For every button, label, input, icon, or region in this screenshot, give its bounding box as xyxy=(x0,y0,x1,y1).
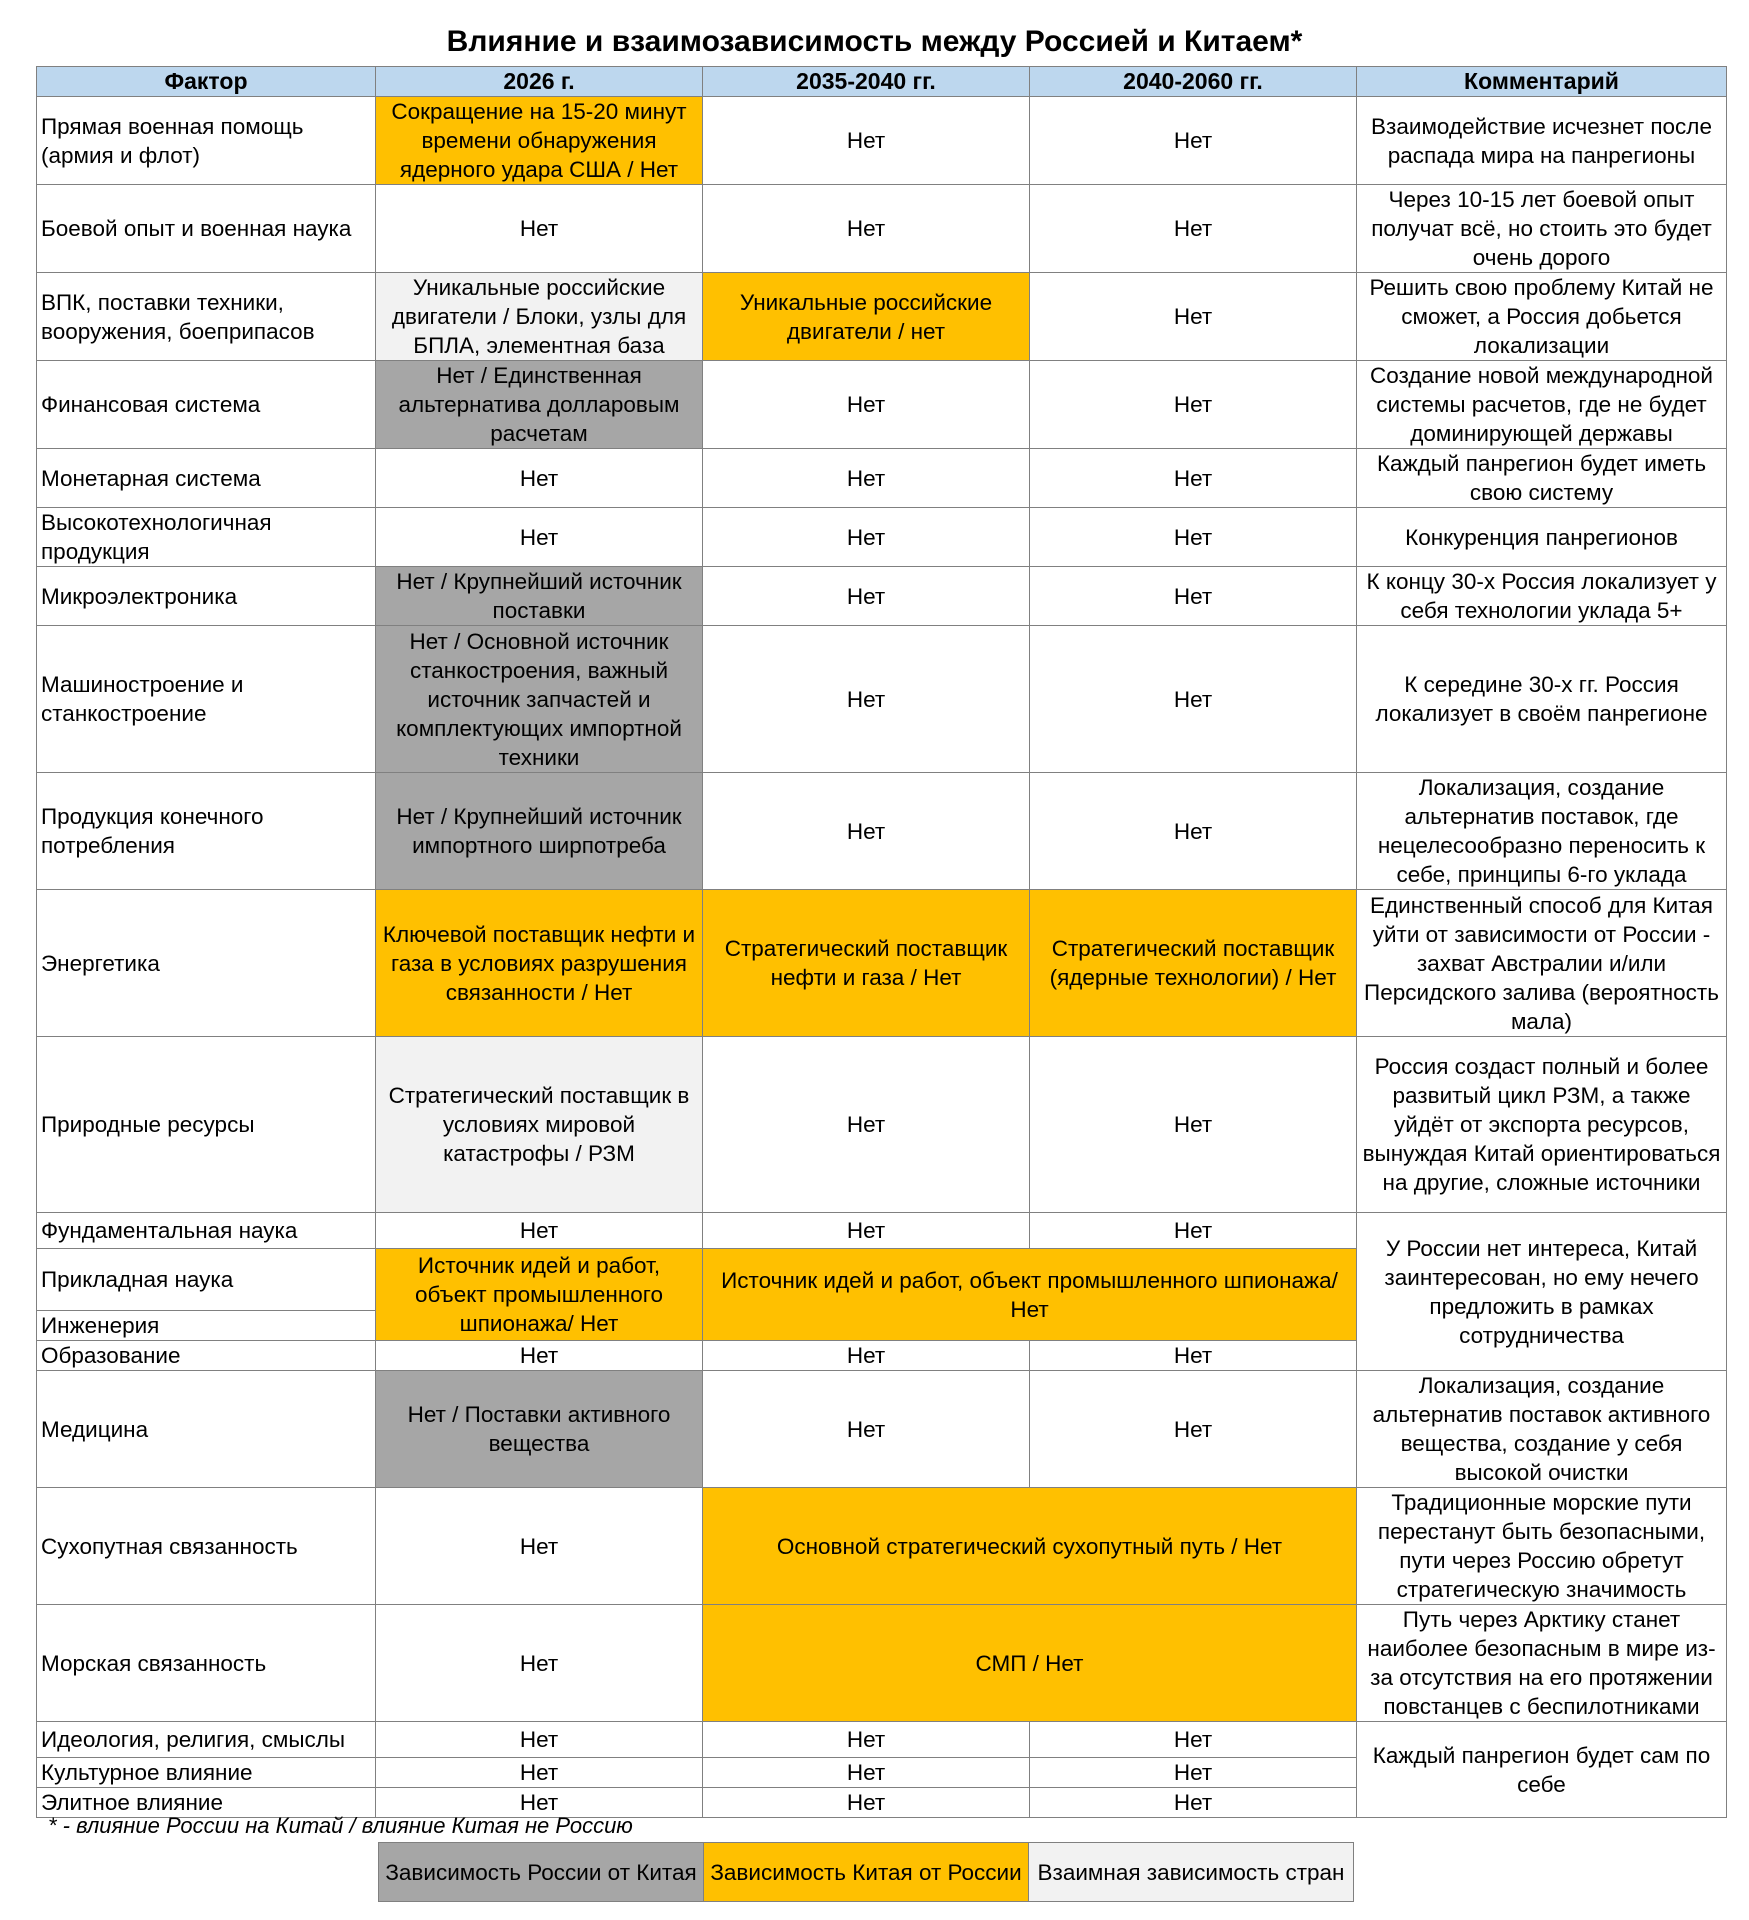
cell-2035-2040: Нет xyxy=(703,773,1030,890)
comment-cell: Через 10-15 лет боевой опыт получат всё, но стоить это будет очень дорого xyxy=(1357,185,1727,273)
legend-russia-dependency: Зависимость России от Китая xyxy=(379,1843,704,1902)
factor-cell: Боевой опыт и военная наука xyxy=(37,185,376,273)
factor-cell: Культурное влияние xyxy=(37,1758,376,1788)
factor-cell: Машиностроение и станкостроение xyxy=(37,626,376,773)
cell-2035-2040: Нет xyxy=(703,508,1030,567)
comment-cell: Создание новой международной системы расчетов, где не будет доминирующей державы xyxy=(1357,361,1727,449)
cell-2035-2060: СМП / Нет xyxy=(703,1605,1357,1722)
footnote: * - влияние России на Китай / влияние Китая не Россию xyxy=(48,1813,633,1838)
factor-cell: Природные ресурсы xyxy=(37,1037,376,1213)
cell-2026: Нет xyxy=(376,1758,703,1788)
legend xyxy=(378,1842,1354,1902)
cell-2035-2040: Стратегический поставщик нефти и газа / Нет xyxy=(703,890,1030,1037)
cell-2035-2040: Нет xyxy=(703,361,1030,449)
cell-2035-2040: Нет xyxy=(703,1788,1030,1818)
factor-cell: Прямая военная помощь (армия и флот) xyxy=(37,97,376,185)
factor-cell: Монетарная система xyxy=(37,449,376,508)
cell-2026: Нет xyxy=(376,1722,703,1758)
comment-cell: У России нет интереса, Китай заинтересован, но ему нечего предложить в рамках сотрудничества xyxy=(1357,1213,1727,1371)
cell-2026: Нет xyxy=(376,1605,703,1722)
comment-cell: Каждый панрегион будет иметь свою систему xyxy=(1357,449,1727,508)
factor-cell: Финансовая система xyxy=(37,361,376,449)
cell-2035-2040: Нет xyxy=(703,626,1030,773)
cell-2035-2040: Нет xyxy=(703,1213,1030,1249)
cell-2026: Источник идей и работ, объект промышленного шпионажа/ Нет xyxy=(376,1249,703,1341)
cell-2026: Сокращение на 15-20 минут времени обнаружения ядерного удара США / Нет xyxy=(376,97,703,185)
cell-2026: Нет xyxy=(376,1788,703,1818)
cell-2026: Стратегический поставщик в условиях мировой катастрофы / РЗМ xyxy=(376,1037,703,1213)
cell-2040-2060: Нет xyxy=(1030,361,1357,449)
cell-2035-2060: Основной стратегический сухопутный путь / Нет xyxy=(703,1488,1357,1605)
cell-2040-2060: Нет xyxy=(1030,1371,1357,1488)
comment-cell: Россия создаст полный и более развитый цикл РЗМ, а также уйдёт от экспорта ресурсов, вынуждая Китай ориентироваться на другие, сложные источники xyxy=(1357,1037,1727,1213)
factor-cell: Сухопутная связанность xyxy=(37,1488,376,1605)
legend-china-dependency: Зависимость Китая от России xyxy=(704,1843,1029,1902)
cell-2040-2060: Нет xyxy=(1030,185,1357,273)
cell-2026: Нет / Поставки активного вещества xyxy=(376,1371,703,1488)
table-row xyxy=(37,1488,1727,1605)
cell-2040-2060: Нет xyxy=(1030,1788,1357,1818)
factor-cell: Идеология, религия, смыслы xyxy=(37,1722,376,1758)
cell-2035-2040: Нет xyxy=(703,1371,1030,1488)
table-row xyxy=(37,567,1727,626)
table-row xyxy=(37,773,1727,890)
cell-2040-2060: Нет xyxy=(1030,1213,1357,1249)
comment-cell: Конкуренция панрегионов xyxy=(1357,508,1727,567)
cell-2035-2040: Уникальные российские двигатели / нет xyxy=(703,273,1030,361)
table-row xyxy=(37,1371,1727,1488)
cell-2040-2060: Нет xyxy=(1030,1341,1357,1371)
table-row xyxy=(37,1213,1727,1249)
factor-cell: Медицина xyxy=(37,1371,376,1488)
cell-2026: Нет xyxy=(376,1213,703,1249)
cell-2026: Нет xyxy=(376,449,703,508)
legend-mutual-dependency: Взаимная зависимость стран xyxy=(1029,1843,1354,1902)
header-row xyxy=(37,67,1727,97)
cell-2035-2040: Нет xyxy=(703,1037,1030,1213)
cell-2040-2060: Нет xyxy=(1030,1037,1357,1213)
cell-2026: Нет / Единственная альтернатива долларовым расчетам xyxy=(376,361,703,449)
comment-cell: Решить свою проблему Китай не сможет, а Россия добьется локализации xyxy=(1357,273,1727,361)
table-row xyxy=(37,449,1727,508)
cell-2040-2060: Нет xyxy=(1030,449,1357,508)
cell-2026: Уникальные российские двигатели / Блоки, узлы для БПЛА, элементная база xyxy=(376,273,703,361)
factor-cell: Элитное влияние xyxy=(37,1788,376,1818)
comment-cell: Взаимодействие исчезнет после распада мира на панрегионы xyxy=(1357,97,1727,185)
cell-2040-2060: Нет xyxy=(1030,773,1357,890)
table-row xyxy=(37,508,1727,567)
table-row xyxy=(37,890,1727,1037)
cell-2035-2040: Нет xyxy=(703,1722,1030,1758)
page-title: Влияние и взаимозависимость между Россией и Китаем* xyxy=(446,25,1303,58)
table-row xyxy=(37,97,1727,185)
factor-cell: Образование xyxy=(37,1341,376,1371)
cell-2035-2040: Нет xyxy=(703,1341,1030,1371)
cell-2040-2060: Нет xyxy=(1030,567,1357,626)
cell-2026: Нет / Крупнейший источник поставки xyxy=(376,567,703,626)
comment-cell: Локализация, создание альтернатив поставок, где нецелесообразно переносить к себе, принципы 6-го уклада xyxy=(1357,773,1727,890)
cell-2040-2060: Нет xyxy=(1030,1722,1357,1758)
cell-2035-2040: Нет xyxy=(703,567,1030,626)
factor-cell: Фундаментальная наука xyxy=(37,1213,376,1249)
cell-2035-2040: Нет xyxy=(703,185,1030,273)
dependency-table xyxy=(36,66,1727,1818)
cell-2026: Нет / Крупнейший источник импортного ширпотреба xyxy=(376,773,703,890)
cell-2026: Ключевой поставщик нефти и газа в условиях разрушения связанности / Нет xyxy=(376,890,703,1037)
table-row xyxy=(37,273,1727,361)
cell-2040-2060: Стратегический поставщик (ядерные технологии) / Нет xyxy=(1030,890,1357,1037)
factor-cell: Прикладная наука xyxy=(37,1249,376,1311)
header-2035-2040: 2035-2040 гг. xyxy=(703,67,1030,97)
table-row xyxy=(37,1722,1727,1758)
comment-cell: К середине 30-х гг. Россия локализует в своём панрегионе xyxy=(1357,626,1727,773)
cell-2026: Нет xyxy=(376,1341,703,1371)
cell-2040-2060: Нет xyxy=(1030,1758,1357,1788)
table-row xyxy=(37,361,1727,449)
table-row xyxy=(37,626,1727,773)
table-row xyxy=(37,1605,1727,1722)
cell-2035-2040: Нет xyxy=(703,1758,1030,1788)
header-factor: Фактор xyxy=(37,67,376,97)
table-row xyxy=(37,1037,1727,1213)
factor-cell: Микроэлектроника xyxy=(37,567,376,626)
factor-cell: Продукция конечного потребления xyxy=(37,773,376,890)
cell-2026: Нет xyxy=(376,508,703,567)
header-2026: 2026 г. xyxy=(376,67,703,97)
comment-cell: Каждый панрегион будет сам по себе xyxy=(1357,1722,1727,1818)
factor-cell: Морская связанность xyxy=(37,1605,376,1722)
cell-2035-2040: Нет xyxy=(703,449,1030,508)
comment-cell: Единственный способ для Китая уйти от зависимости от России - захват Австралии и/или Персидского залива (вероятность мала) xyxy=(1357,890,1727,1037)
cell-2040-2060: Нет xyxy=(1030,508,1357,567)
comment-cell: Традиционные морские пути перестанут быть безопасными, пути через Россию обретут стратегическую значимость xyxy=(1357,1488,1727,1605)
header-2040-2060: 2040-2060 гг. xyxy=(1030,67,1357,97)
cell-2035-2060: Источник идей и работ, объект промышленного шпионажа/ Нет xyxy=(703,1249,1357,1341)
comment-cell: Путь через Арктику станет наиболее безопасным в мире из-за отсутствия на его протяжении повстанцев с беспилотниками xyxy=(1357,1605,1727,1722)
factor-cell: ВПК, поставки техники, вооружения, боеприпасов xyxy=(37,273,376,361)
cell-2040-2060: Нет xyxy=(1030,97,1357,185)
factor-cell: Энергетика xyxy=(37,890,376,1037)
cell-2040-2060: Нет xyxy=(1030,626,1357,773)
cell-2040-2060: Нет xyxy=(1030,273,1357,361)
cell-2026: Нет / Основной источник станкостроения, важный источник запчастей и комплектующих импортной техники xyxy=(376,626,703,773)
factor-cell: Инженерия xyxy=(37,1311,376,1341)
comment-cell: Локализация, создание альтернатив поставок активного вещества, создание у себя высокой очистки xyxy=(1357,1371,1727,1488)
cell-2026: Нет xyxy=(376,1488,703,1605)
comment-cell: К концу 30-х Россия локализует у себя технологии уклада 5+ xyxy=(1357,567,1727,626)
cell-2026: Нет xyxy=(376,185,703,273)
table-row xyxy=(37,185,1727,273)
factor-cell: Высокотехнологичная продукция xyxy=(37,508,376,567)
header-comment: Комментарий xyxy=(1357,67,1727,97)
cell-2035-2040: Нет xyxy=(703,97,1030,185)
